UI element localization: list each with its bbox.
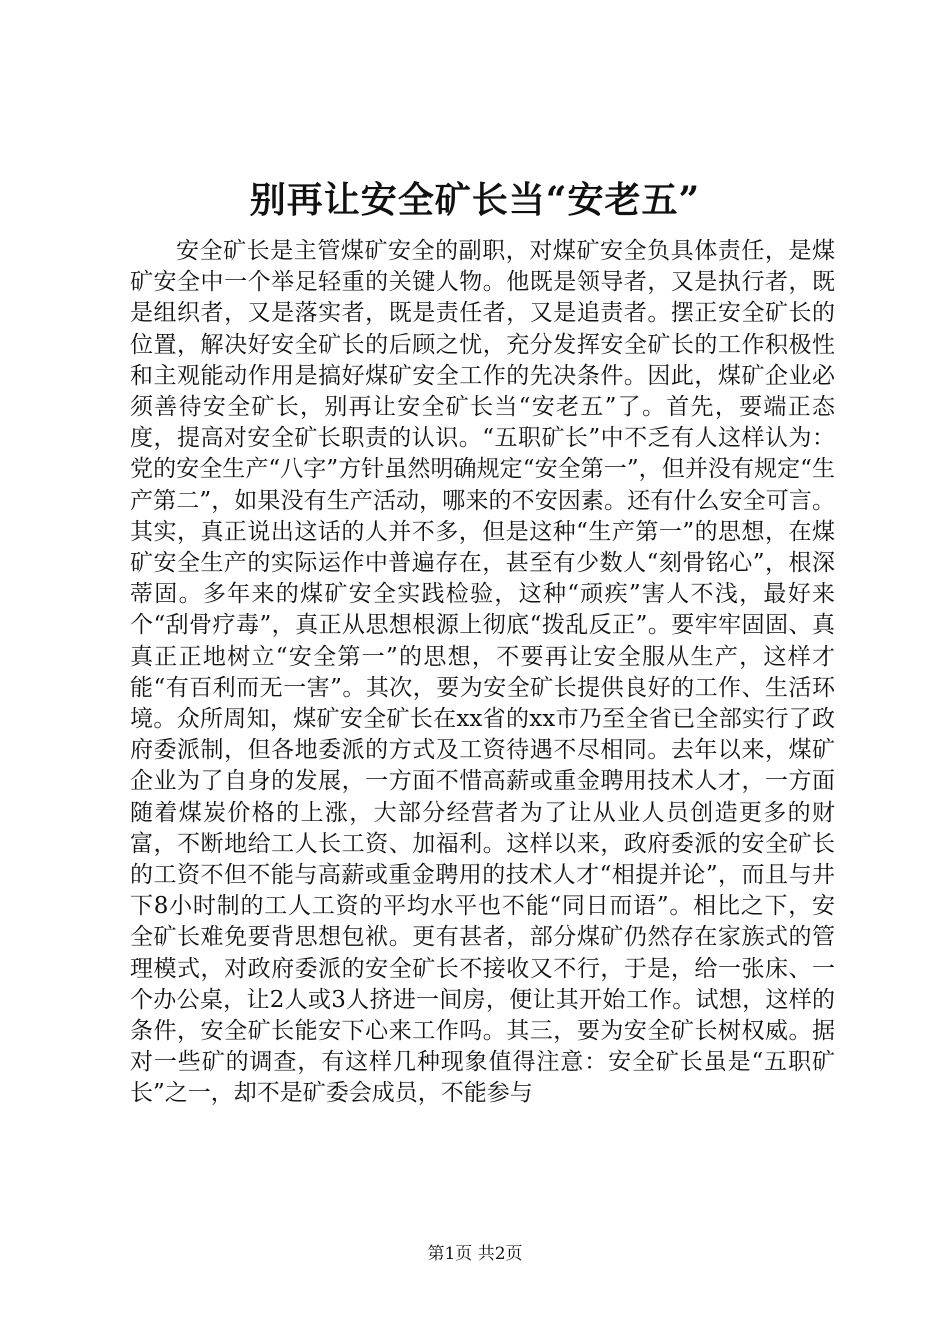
body-paragraph: 安全矿长是主管煤矿安全的副职，对煤矿安全负具体责任，是煤矿安全中一个举足轻重的关键人物。他既是领导者，又是执行者，既是组织者，又是落实者，既是责任者，又是追责者。摆正安全矿长的位置，解决好安全矿长的后顾之忧，充分发挥安全矿长的工作积极性和主观能动作用是搞好煤矿安全工作的先决条件。因此，煤矿企业必须善待安全矿长，别再让安全矿长当“安老五”了。首先，要端正态度，提高对安全矿长职责的认识。“五职矿长”中不乏有人这样认为：党的安全生产“八字”方针虽然明确规定“安全第一”，但并没有规定“生产第二”，如果没有生产活动，哪来的不安因素。还有什么安全可言。其实，真正说出这话的人并不多，但是这种“生产第一”的思想，在煤矿安全生产的实际运作中普遍存在，甚至有少数人“刻骨铭心”，根深蒂固。多年来的煤矿安全实践检验，这种“顽疾”害人不浅，最好来个“刮骨疗毒”，真正从思想根源上彻底“拨乱反正”。要牢牢固固、真真正正地树立“安全第一”的思想，不要再让安全服从生产，这样才能“有百利而无一害”。其次，要为安全矿长提供良好的工作、生活环境。众所周知，煤矿安全矿长在xx省的xx市乃至全省已全部实行了政府委派制，但各地委派的方式及工资待遇不尽相同。去年以来，煤矿企业为了自身的发展，一方面不惜高薪或重金聘用技术人才，一方面随着煤炭价格的上涨，大部分经营者为了让从业人员创造更多的财富，不断地给工人长工资、加福利。这样以来，政府委派的安全矿长的工资不但不能与高薪或重金聘用的技术人才“相提并论”，而且与井下8小时制的工人工资的平均水平也不能“同日而语”。相比之下，安全矿长难免要背思想包袱。更有甚者，部分煤矿仍然存在家族式的管理模式，对政府委派的安全矿长不接收又不行，于是，给一张床、一个办公桌，让2人或3人挤进一间房，便让其开始工作。试想，这样的条件，安全矿长能安下心来工作吗。其三，要为安全矿长树权威。据对一些矿的调查，有这样几种现象值得注意：安全矿长虽是“五职矿长”之一，却不是矿委会成员，不能参与 bbox=[130, 238, 835, 1107]
document-title: 别再让安全矿长当“安老五” bbox=[249, 179, 701, 221]
page-indicator: 第1页 共2页 bbox=[427, 1244, 523, 1264]
